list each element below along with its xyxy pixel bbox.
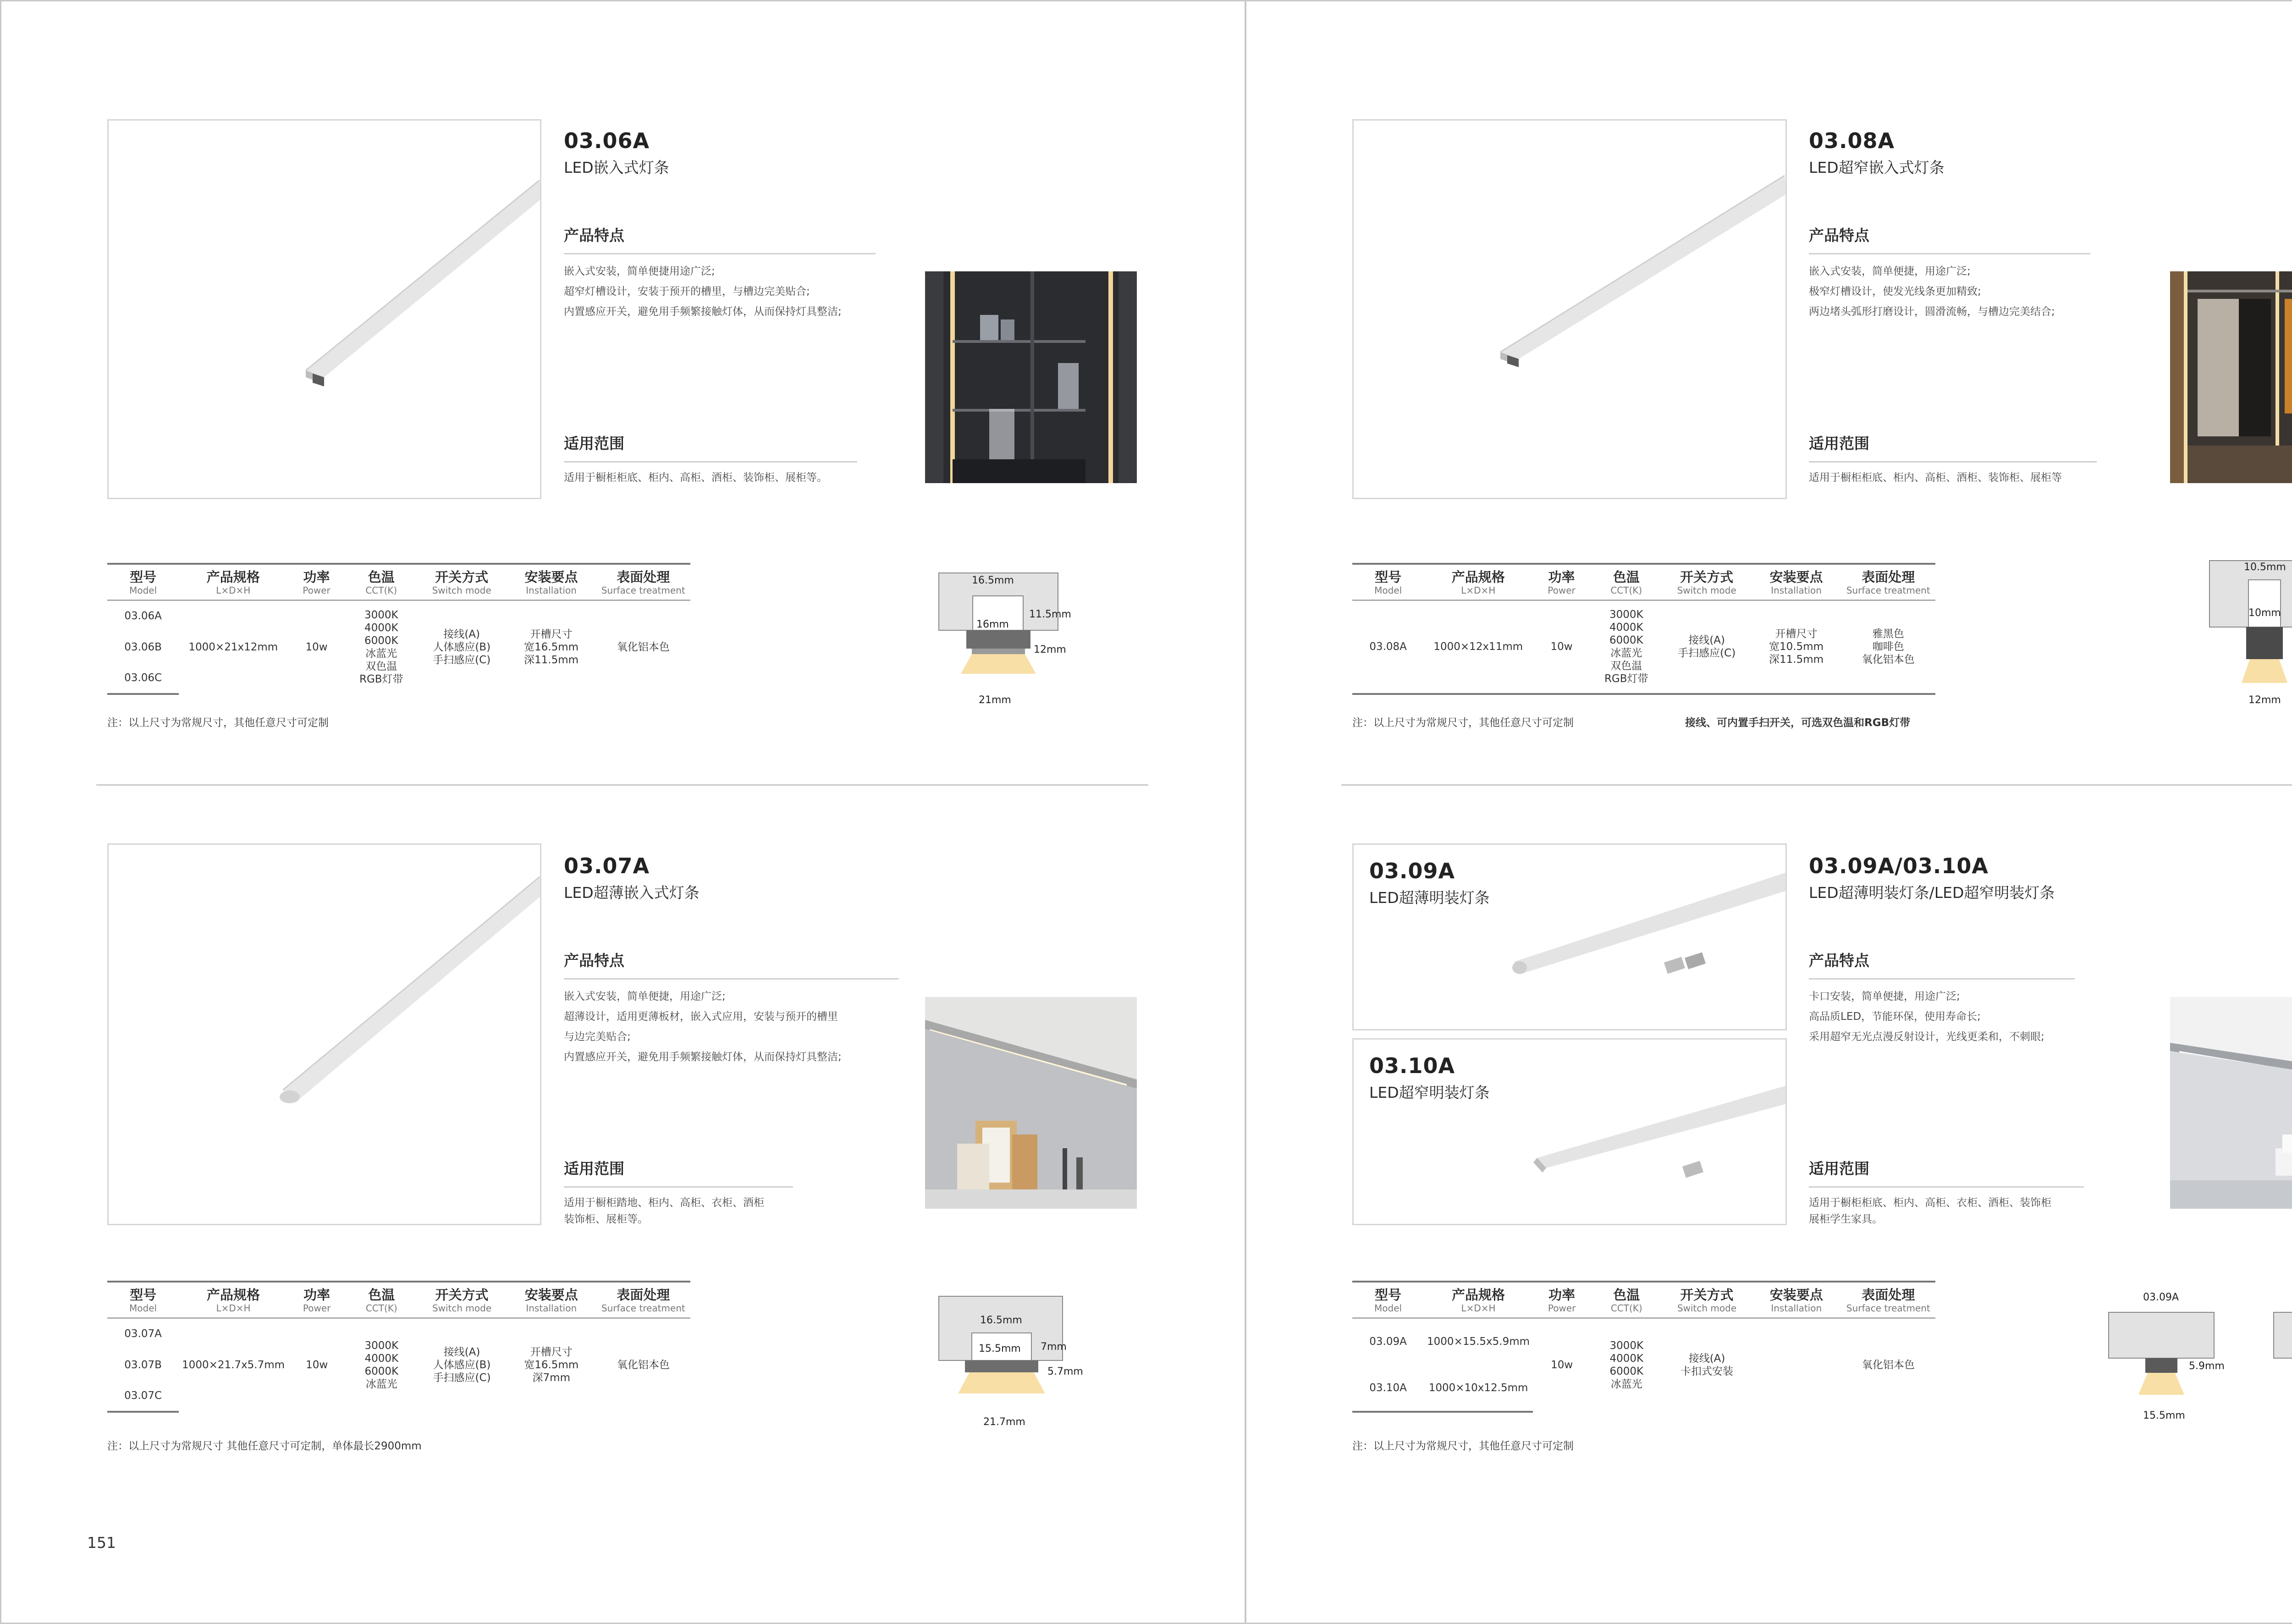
application-text xyxy=(1809,469,2062,486)
header-cct: 色温 CCT(K) xyxy=(346,564,417,600)
product-code: 03.07A xyxy=(564,853,650,878)
sub-product-name: LED超窄明装灯条 xyxy=(1369,1084,1490,1101)
header-switch: 开关方式 Switch mode xyxy=(417,564,507,600)
surface-cell: 雅黑色 咖啡色 氧化铝本色 xyxy=(1841,600,1935,694)
table-row xyxy=(1352,600,1935,694)
header-power: 功率 Power xyxy=(287,564,345,600)
table-row xyxy=(1352,1318,1935,1365)
power-cell: 10w xyxy=(1532,600,1590,694)
header-cct: 色温 CCT(K) xyxy=(1591,1282,1662,1318)
power-cell: 10w xyxy=(305,641,328,654)
product-photo-0309a xyxy=(1352,843,1787,1030)
header-cct: 色温 CCT(K) xyxy=(346,1282,417,1318)
product-photo-0310a xyxy=(1352,1038,1787,1225)
header-install: 安装要点 Installation xyxy=(1752,1282,1841,1318)
dim-label: 10mm xyxy=(2248,607,2281,619)
model-cell: 03.08A xyxy=(1352,600,1424,694)
header-surface: 表面处理 Surface treatment xyxy=(1841,564,1935,600)
dim-label: 15.5mm xyxy=(2143,1410,2185,1421)
features-title: 产品特点 xyxy=(564,952,624,969)
features-underline xyxy=(564,253,876,254)
header-spec: 产品规格 L×D×H xyxy=(179,564,287,600)
product-photo-0307a xyxy=(107,843,541,1225)
application-underline xyxy=(564,461,857,462)
feature-item: 采用超窄无光点漫反射设计，光线更柔和，不刺眼; xyxy=(1809,1031,2044,1043)
application-title: 适用范围 xyxy=(1809,1160,1869,1178)
left-section-divider xyxy=(96,784,1148,786)
features-title: 产品特点 xyxy=(1809,226,1869,244)
switch-cell: 接线(A) 手扫感应(C) xyxy=(1662,600,1752,694)
table-header-row xyxy=(107,564,690,600)
header-power: 功率 Power xyxy=(1533,1282,1591,1318)
feature-item: 两边堵头弧形打磨设计，圆滑流畅，与槽边完美结合; xyxy=(1809,306,2055,318)
feature-item: 嵌入式安装，简单便捷，用途广泛; xyxy=(564,991,726,1002)
install-cell: 开槽尺寸 宽16.5mm 深11.5mm xyxy=(524,628,579,666)
model-cell: 03.06A xyxy=(124,610,162,622)
scene-photo-display-cabinet xyxy=(925,271,1137,483)
dim-label: 16mm xyxy=(976,619,1009,630)
features-underline xyxy=(564,978,898,980)
header-model: 型号 Model xyxy=(1352,564,1424,600)
features-list xyxy=(1809,261,2055,322)
header-switch: 开关方式 Switch mode xyxy=(1662,1282,1752,1318)
header-spec: 产品规格 L×D×H xyxy=(179,1282,288,1318)
header-spec: 产品规格 L×D×H xyxy=(1424,1282,1533,1318)
header-switch: 开关方式 Switch mode xyxy=(417,1282,507,1318)
header-cct: 色温 CCT(K) xyxy=(1591,564,1662,600)
feature-item: 卡口安装，简单便捷，用途广泛; xyxy=(1809,991,1960,1002)
application-underline xyxy=(564,1186,793,1188)
application-line: 适用于橱柜柜底、柜内、高柜、酒柜、装饰柜、展柜等。 xyxy=(564,472,827,484)
power-cell: 10w xyxy=(1551,1359,1573,1371)
sub-product-code: 03.09A xyxy=(1369,859,1455,883)
header-install: 安装要点 Installation xyxy=(507,564,596,600)
spec-cell: 1000×12x11mm xyxy=(1424,600,1532,694)
feature-item: 内置感应开关，避免用手频繁接触灯体，从而保持灯具整洁; xyxy=(564,1051,842,1063)
application-title: 适用范围 xyxy=(1809,435,1869,452)
cct-cell: 3000K 4000K 6000K 冰蓝光 双色温 RGB灯带 xyxy=(359,609,403,686)
spec-cell: 1000×10x12.5mm xyxy=(1424,1365,1533,1412)
feature-item: 与边完美贴合; xyxy=(564,1031,631,1043)
application-underline xyxy=(1809,1186,2084,1188)
application-line: 适用于橱柜柜底、柜内、高柜、衣柜、酒柜、装饰柜 xyxy=(1809,1197,2051,1209)
product-name: LED超薄明装灯条/LED超窄明装灯条 xyxy=(1809,884,2055,902)
switch-cell: 接线(A) 人体感应(B) 手扫感应(C) xyxy=(433,628,491,666)
table-row xyxy=(107,600,690,632)
application-title: 适用范围 xyxy=(564,435,624,452)
model-cell: 03.07C xyxy=(107,1381,179,1412)
cct-cell: 3000K 4000K 6000K 冰蓝光 xyxy=(1609,1340,1644,1391)
sub-product-name: LED超薄明装灯条 xyxy=(1369,889,1490,907)
table-header-row xyxy=(107,1282,690,1318)
table-header-row xyxy=(1352,564,1935,600)
features-underline xyxy=(1809,978,2075,980)
model-cell: 03.07A xyxy=(124,1328,162,1340)
spec-table-0308 xyxy=(1352,563,1935,695)
header-model: 型号 Model xyxy=(1352,1282,1424,1318)
application-line: 适用于橱柜柜底、柜内、高柜、酒柜、装饰柜、展柜等 xyxy=(1809,472,2062,484)
feature-item: 极窄灯槽设计，使发光线条更加精致; xyxy=(1809,286,1981,297)
table-note: 注：以上尺寸为常规尺寸，其他任意尺寸可定制 xyxy=(1352,717,1574,729)
model-cell: 03.06B xyxy=(124,641,162,653)
feature-item: 超薄设计，适用更薄板材，嵌入式应用，安装与预开的槽里 xyxy=(564,1011,838,1023)
application-text xyxy=(564,1195,764,1228)
feature-item: 超窄灯槽设计，安装于预开的槽里，与槽边完美贴合; xyxy=(564,286,810,297)
features-list xyxy=(564,986,842,1067)
dim-label: 12mm xyxy=(2248,694,2281,706)
cross-section-diagram-0307 xyxy=(931,1293,1105,1435)
surface-cell: 氧化铝本色 xyxy=(617,641,670,654)
table-note-options: 接线、可内置手扫开关，可选双色温和RGB灯带 xyxy=(1685,717,1911,729)
header-switch: 开关方式 Switch mode xyxy=(1662,564,1752,600)
cross-section-diagram-0310a xyxy=(2271,1292,2292,1425)
cross-section-diagram-0309a xyxy=(2104,1292,2242,1425)
product-photo-0306a xyxy=(107,119,541,499)
scene-photo-wardrobe xyxy=(2170,271,2292,483)
application-line: 展柜学生家具。 xyxy=(1809,1213,1883,1225)
dim-label: 16.5mm xyxy=(972,575,1014,586)
product-name: LED超窄嵌入式灯条 xyxy=(1809,159,1945,176)
feature-item: 高品质LED，节能环保，使用寿命长; xyxy=(1809,1011,1981,1023)
install-cell: 开槽尺寸 宽10.5mm 深11.5mm xyxy=(1752,600,1841,694)
spec-table-0309-0310 xyxy=(1352,1281,1935,1413)
model-cell: 03.10A xyxy=(1352,1365,1424,1412)
feature-item: 嵌入式安装，简单便捷，用途广泛; xyxy=(1809,265,1971,277)
dim-label: 21.7mm xyxy=(983,1416,1025,1428)
header-power: 功率 Power xyxy=(288,1282,346,1318)
cross-section-diagram-0308 xyxy=(2200,557,2292,713)
spec-cell: 1000×21.7x5.7mm xyxy=(182,1359,285,1371)
install-cell xyxy=(1752,1318,1841,1412)
dim-label: 15.5mm xyxy=(979,1343,1021,1354)
dim-label: 5.7mm xyxy=(1047,1366,1083,1377)
cross-section-diagram-0306 xyxy=(931,568,1096,720)
dim-label: 10.5mm xyxy=(2244,562,2286,573)
cct-cell: 3000K 4000K 6000K 冰蓝光 双色温 RGB灯带 xyxy=(1591,600,1662,694)
header-power: 功率 Power xyxy=(1532,564,1590,600)
dim-label: 7mm xyxy=(1041,1341,1067,1353)
spec-table-0306 xyxy=(107,563,690,695)
application-text xyxy=(1809,1195,2051,1228)
header-install: 安装要点 Installation xyxy=(507,1282,596,1318)
feature-item: 嵌入式安装，简单便捷用途广泛; xyxy=(564,265,715,277)
header-model: 型号 Model xyxy=(107,564,179,600)
switch-cell: 接线(A) 人体感应(B) 手扫感应(C) xyxy=(433,1346,491,1384)
application-line: 装饰柜、展柜等。 xyxy=(564,1213,648,1225)
table-note: 注：以上尺寸为常规尺寸 其他任意尺寸可定制，单体最长2900mm xyxy=(107,1440,422,1452)
application-underline xyxy=(1809,461,2097,462)
led-strip-image xyxy=(1354,121,1787,499)
product-name: LED嵌入式灯条 xyxy=(564,159,669,176)
surface-cell: 氧化铝本色 xyxy=(617,1359,670,1371)
header-surface: 表面处理 Surface treatment xyxy=(596,564,690,600)
dim-label: 21mm xyxy=(979,694,1011,706)
header-surface: 表面处理 Surface treatment xyxy=(1841,1282,1935,1318)
right-section-divider xyxy=(1341,784,2292,786)
product-photo-0308a xyxy=(1352,119,1787,499)
table-note: 注：以上尺寸为常规尺寸，其他任意尺寸可定制 xyxy=(107,717,329,729)
table-note: 注：以上尺寸为常规尺寸，其他任意尺寸可定制 xyxy=(1352,1440,1574,1452)
model-cell: 03.09A xyxy=(1369,1336,1407,1348)
features-list xyxy=(564,261,842,322)
header-model: 型号 Model xyxy=(107,1282,179,1318)
spec-table-0307 xyxy=(107,1281,690,1413)
dim-label: 12mm xyxy=(1034,644,1066,655)
spec-cell: 1000×21x12mm xyxy=(188,641,278,654)
sub-product-code: 03.10A xyxy=(1369,1053,1455,1078)
page-number-left: 151 xyxy=(87,1534,116,1552)
power-cell: 10w xyxy=(306,1359,328,1371)
application-line: 适用于橱柜踏地、柜内、高柜、衣柜、酒柜 xyxy=(564,1197,764,1209)
install-cell: 开槽尺寸 宽16.5mm 深7mm xyxy=(524,1346,579,1384)
product-code: 03.09A/03.10A xyxy=(1809,853,1989,878)
dim-label: 03.09A xyxy=(2143,1292,2179,1303)
dim-label: 5.9mm xyxy=(2189,1360,2225,1372)
application-text xyxy=(564,469,827,486)
switch-cell: 接线(A) 卡扣式安装 xyxy=(1680,1353,1734,1378)
scene-photo-kitchen-shelf xyxy=(925,997,1137,1209)
table-row xyxy=(107,1318,690,1349)
header-surface: 表面处理 Surface treatment xyxy=(596,1282,690,1318)
model-cell: 03.07B xyxy=(124,1359,162,1371)
dim-label: 16.5mm xyxy=(980,1315,1022,1326)
model-cell: 03.06C xyxy=(107,663,179,694)
features-title: 产品特点 xyxy=(564,226,624,244)
product-code: 03.06A xyxy=(564,128,650,153)
header-spec: 产品规格 L×D×H xyxy=(1424,564,1532,600)
led-strip-image xyxy=(109,121,541,499)
led-strip-image xyxy=(109,845,541,1225)
features-title: 产品特点 xyxy=(1809,952,1869,969)
product-code: 03.08A xyxy=(1809,128,1895,153)
scene-photo-kitchen-counter xyxy=(2170,997,2292,1209)
spec-cell: 1000×15.5x5.9mm xyxy=(1427,1336,1530,1348)
dim-label: 11.5mm xyxy=(1029,609,1071,620)
application-title: 适用范围 xyxy=(564,1160,624,1178)
feature-item: 内置感应开关，避免用手频繁接触灯体，从而保持灯具整洁; xyxy=(564,306,842,318)
surface-cell: 氧化铝本色 xyxy=(1862,1359,1915,1371)
features-underline xyxy=(1809,253,2090,254)
header-install: 安装要点 Installation xyxy=(1752,564,1841,600)
product-name: LED超薄嵌入式灯条 xyxy=(564,884,700,902)
table-header-row xyxy=(1352,1282,1935,1318)
features-list xyxy=(1809,986,2044,1047)
cct-cell: 3000K 4000K 6000K 冰蓝光 xyxy=(364,1340,399,1391)
